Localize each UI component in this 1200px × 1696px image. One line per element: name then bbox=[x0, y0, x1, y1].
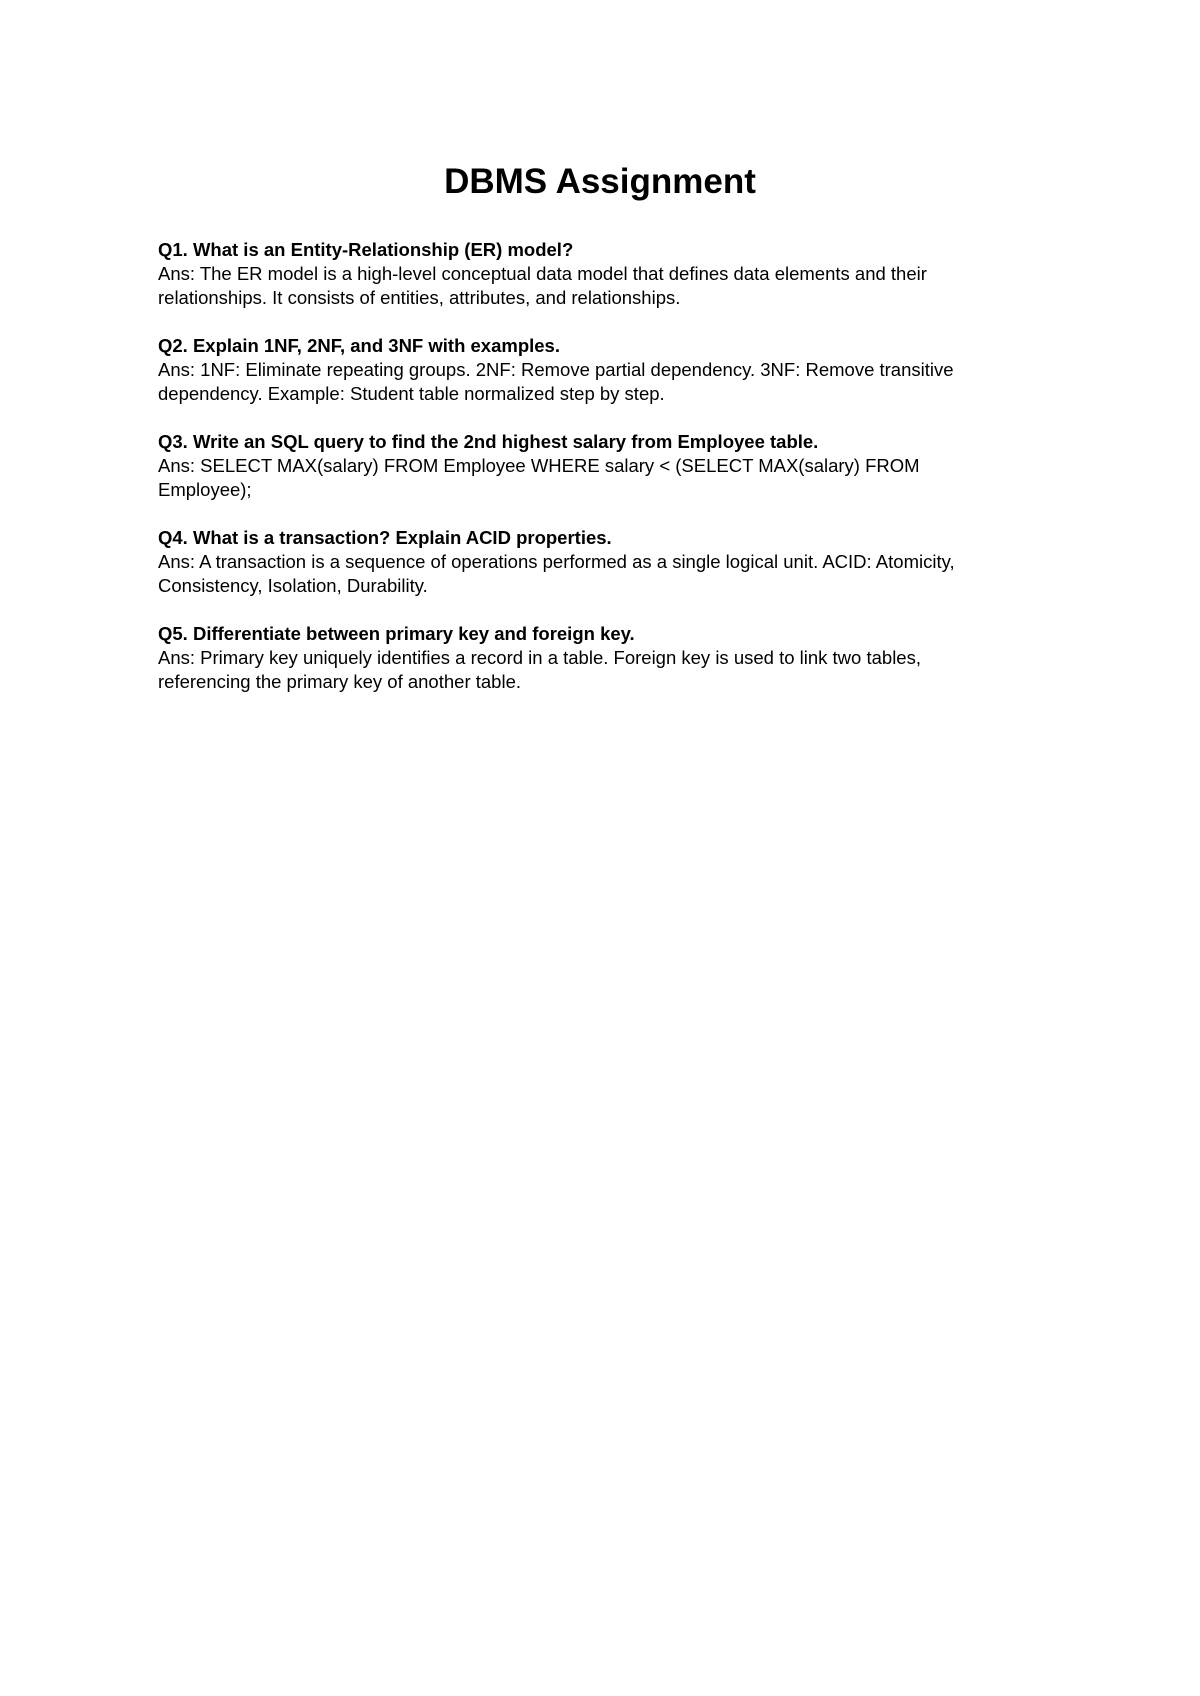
question-4: Q4. What is a transaction? Explain ACID properties. bbox=[158, 527, 612, 548]
answer-2 bbox=[158, 358, 1058, 406]
answer-5-line-2: referencing the primary key of another table. bbox=[158, 671, 521, 692]
answer-4-line-1: Ans: A transaction is a sequence of operations performed as a single logical unit. ACID: Atomicity, bbox=[158, 551, 955, 572]
answer-1-line-2: relationships. It consists of entities, attributes, and relationships. bbox=[158, 287, 681, 308]
answer-3 bbox=[158, 454, 1058, 502]
question-2: Q2. Explain 1NF, 2NF, and 3NF with examples. bbox=[158, 335, 560, 356]
answer-2-line-2: dependency. Example: Student table normalized step by step. bbox=[158, 383, 665, 404]
qa-item-1 bbox=[158, 238, 1058, 310]
answer-3-line-2: Employee); bbox=[158, 479, 252, 500]
answer-3-line-1: Ans: SELECT MAX(salary) FROM Employee WHERE salary < (SELECT MAX(salary) FROM bbox=[158, 455, 920, 476]
question-3: Q3. Write an SQL query to find the 2nd highest salary from Employee table. bbox=[158, 431, 819, 452]
answer-5 bbox=[158, 646, 1058, 694]
answer-2-line-1: Ans: 1NF: Eliminate repeating groups. 2NF: Remove partial dependency. 3NF: Remove transitive bbox=[158, 359, 954, 380]
answer-1 bbox=[158, 262, 1058, 310]
answer-4-line-2: Consistency, Isolation, Durability. bbox=[158, 575, 428, 596]
qa-item-4 bbox=[158, 526, 1058, 598]
answer-5-line-1: Ans: Primary key uniquely identifies a record in a table. Foreign key is used to link two tables, bbox=[158, 647, 921, 668]
question-1: Q1. What is an Entity-Relationship (ER) model? bbox=[158, 239, 574, 260]
question-5: Q5. Differentiate between primary key and foreign key. bbox=[158, 623, 635, 644]
answer-1-line-1: Ans: The ER model is a high-level conceptual data model that defines data elements and their bbox=[158, 263, 927, 284]
answer-4 bbox=[158, 550, 1058, 598]
document-title: DBMS Assignment bbox=[444, 162, 756, 201]
qa-list bbox=[158, 238, 1058, 718]
qa-item-2 bbox=[158, 334, 1058, 406]
qa-item-3 bbox=[158, 430, 1058, 502]
qa-item-5 bbox=[158, 622, 1058, 694]
